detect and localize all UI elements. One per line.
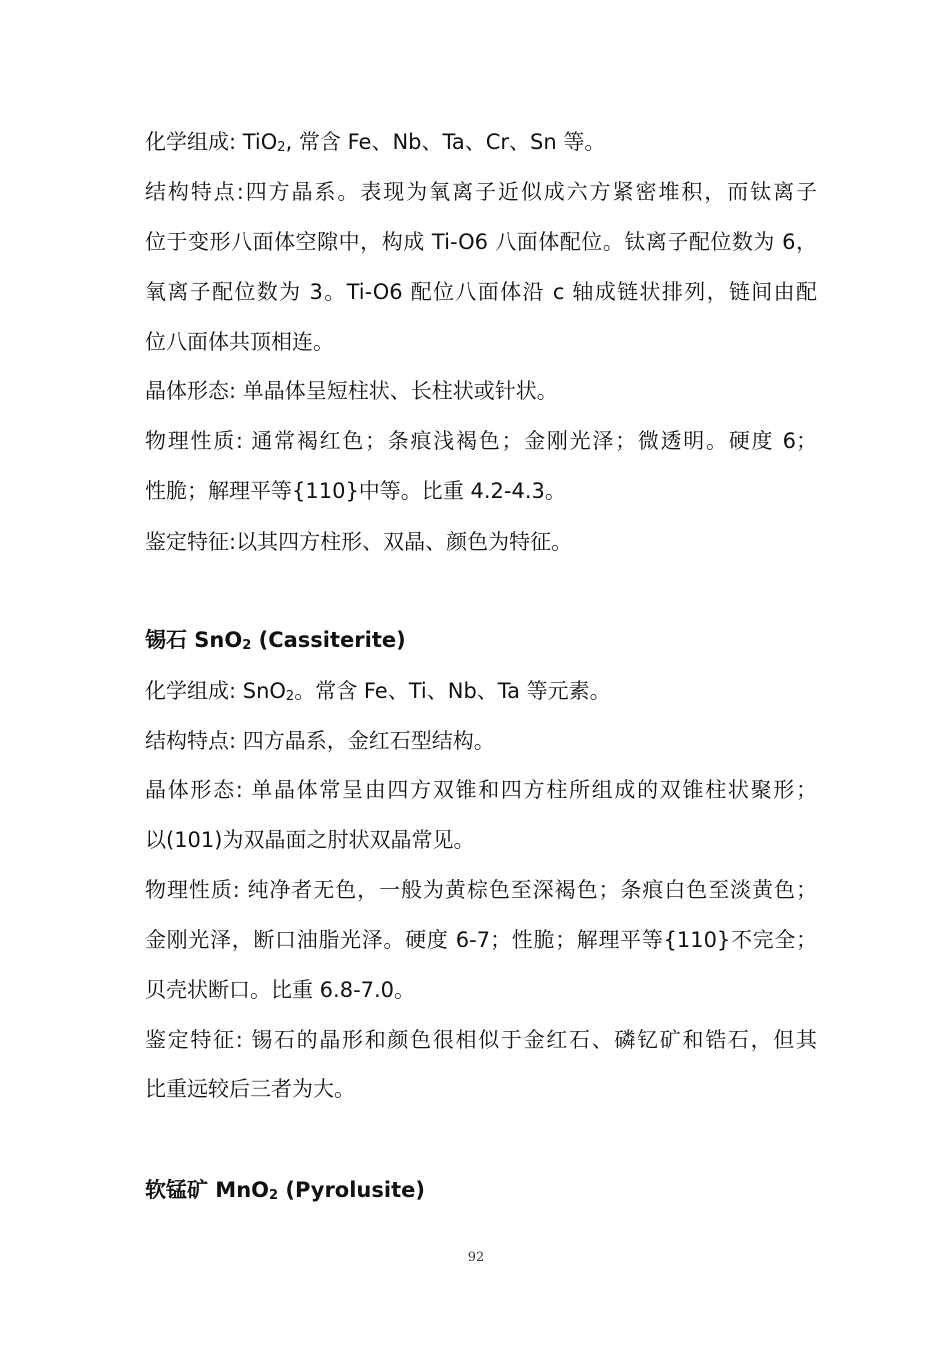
rutile-structure-line-2: 位于变形八面体空隙中，构成 Ti-O6 八面体配位。钛离子配位数为 6， <box>145 230 817 254</box>
cassiterite-physical-line-1: 物理性质: 纯净者无色，一般为黄棕色至深褐色；条痕白色至淡黄色； <box>145 878 817 902</box>
page-number: 92 <box>467 1250 485 1265</box>
cassiterite-physical-line-3: 贝壳状断口。比重 6.8-7.0。 <box>145 978 416 1002</box>
rutile-structure-line-4: 位八面体共顶相连。 <box>145 330 334 354</box>
cassiterite-physical-line-2: 金刚光泽，断口油脂光泽。硬度 6-7；性脆；解理平等{110}不完全； <box>145 928 817 952</box>
pyrolusite-heading: 软锰矿 MnO$_2$ (Pyrolusite) <box>145 1178 425 1203</box>
rutile-identification: 鉴定特征:以其四方柱形、双晶、颜色为特征。 <box>145 530 573 554</box>
rutile-composition: 化学组成: TiO$_2$, 常含 Fe、Nb、Ta、Cr、Sn 等。 <box>145 130 606 155</box>
cassiterite-identification-line-2: 比重远较后三者为大。 <box>145 1077 355 1101</box>
rutile-structure-line-1: 结构特点:四方晶系。表现为氧离子近似成六方紧密堆积，而钛离子 <box>145 180 817 204</box>
cassiterite-composition: 化学组成: SnO$_2$。常含 Fe、Ti、Nb、Ta 等元素。 <box>145 679 611 704</box>
cassiterite-structure: 结构特点: 四方晶系，金红石型结构。 <box>145 729 495 753</box>
rutile-structure-line-3: 氧离子配位数为 3。Ti-O6 配位八面体沿 c 轴成链状排列，链间由配 <box>145 280 817 304</box>
cassiterite-heading: 锡石 SnO$_2$ (Cassiterite) <box>145 628 406 653</box>
cassiterite-identification-line-1: 鉴定特征: 锡石的晶形和颜色很相似于金红石、磷钇矿和锆石，但其 <box>145 1028 817 1052</box>
rutile-physical-line-2: 性脆；解理平等{110}中等。比重 4.2-4.3。 <box>145 479 566 503</box>
cassiterite-morphology-line-1: 晶体形态: 单晶体常呈由四方双锥和四方柱所组成的双锥柱状聚形； <box>145 778 817 802</box>
rutile-physical-line-1: 物理性质: 通常褐红色；条痕浅褐色；金刚光泽；微透明。硬度 6； <box>145 429 817 453</box>
rutile-morphology: 晶体形态: 单晶体呈短柱状、长柱状或针状。 <box>145 379 558 403</box>
cassiterite-morphology-line-2: 以(101)为双晶面之肘状双晶常见。 <box>145 828 475 852</box>
